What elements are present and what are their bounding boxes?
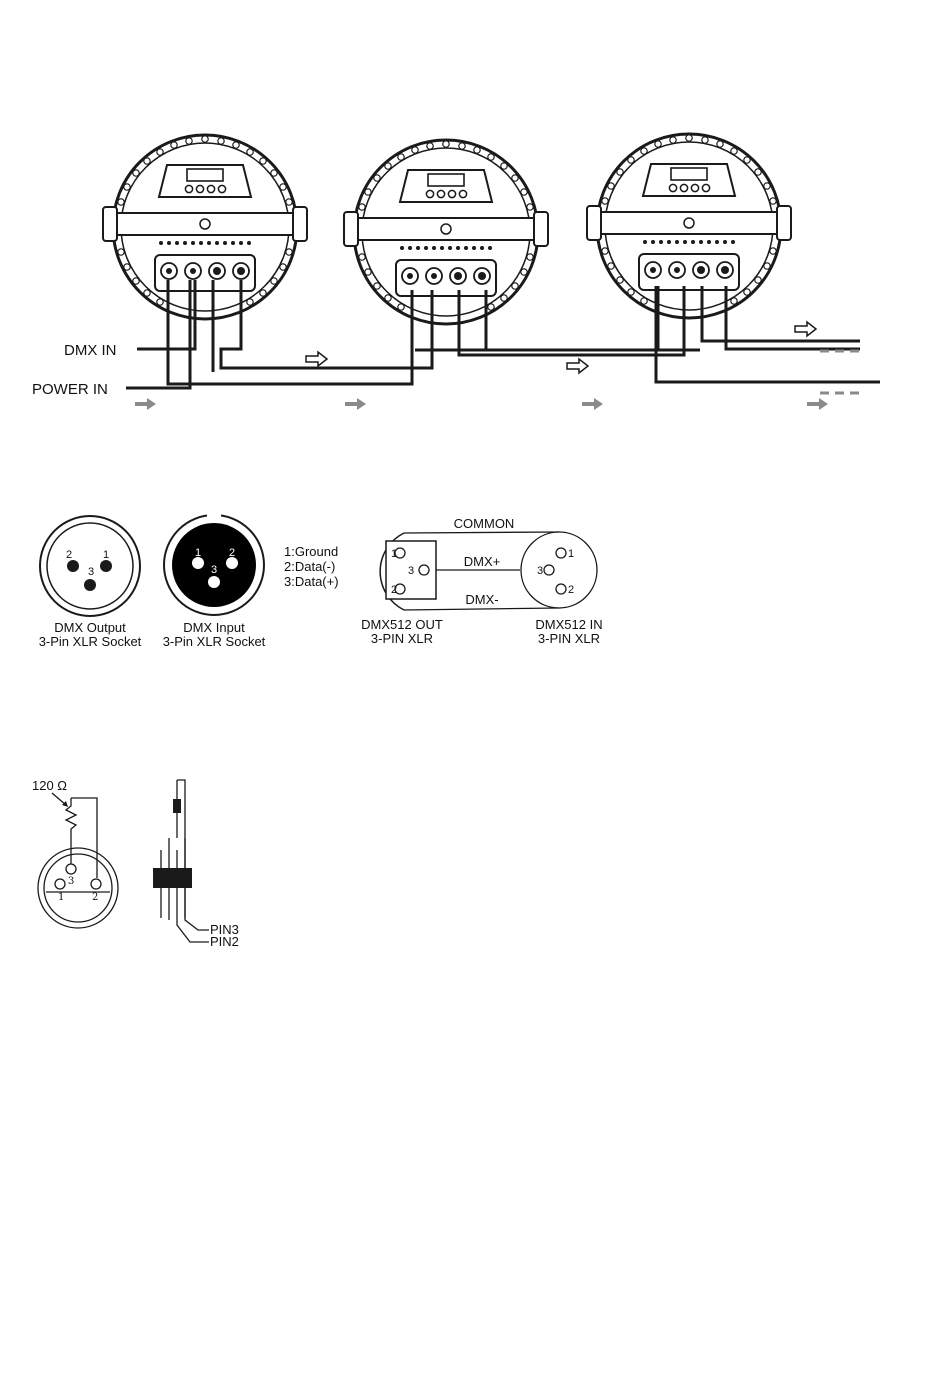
power-arrow-icon — [582, 398, 603, 410]
power-in-label: POWER IN — [32, 381, 108, 398]
pin3-label: PIN3 — [210, 922, 239, 937]
common-label: COMMON — [453, 516, 515, 531]
dmx-minus-label: DMX- — [465, 592, 499, 607]
signal-arrow-icon — [567, 359, 588, 373]
dmx-output-title: DMX Output — [54, 620, 126, 635]
dmx-plus-label: DMX+ — [463, 554, 501, 569]
pin-label: 2 — [391, 584, 398, 596]
pin-label: 2 — [92, 892, 99, 903]
pin-legend-ground: 1:Ground — [284, 544, 339, 559]
pin-label: 2 — [568, 584, 575, 596]
pin-label: 1 — [568, 548, 575, 560]
dmx-output-subtitle: 3-Pin XLR Socket — [38, 634, 142, 649]
pin-label: 2 — [228, 547, 236, 559]
pin-label: 3 — [537, 565, 544, 577]
terminator-plug — [32, 778, 118, 928]
dmx-input-subtitle: 3-Pin XLR Socket — [162, 634, 266, 649]
dmx512-in-subtitle: 3-PIN XLR — [537, 631, 601, 646]
dmx512-in-title: DMX512 IN — [535, 617, 603, 632]
dmx-input-socket — [164, 514, 264, 615]
pin-label: 3 — [68, 876, 75, 887]
resistor-label: 120 Ω — [32, 778, 68, 793]
pin-label: 1 — [58, 892, 65, 903]
power-arrow-icon — [135, 398, 156, 410]
fixture-1 — [103, 135, 307, 319]
dmx512-out-subtitle: 3-PIN XLR — [370, 631, 434, 646]
fixture-3 — [587, 134, 791, 318]
pin-label: 2 — [65, 549, 73, 561]
power-arrow-icon — [807, 398, 828, 410]
power-arrow-icon — [345, 398, 366, 410]
dmx512-out-title: DMX512 OUT — [361, 617, 443, 632]
pin-label: 1 — [102, 549, 110, 561]
pin-label: 3 — [87, 566, 95, 578]
pin2-label: PIN2 — [210, 934, 239, 949]
pin-label: 1 — [194, 547, 202, 559]
pin-legend-data-plus: 3:Data(+) — [284, 574, 339, 589]
signal-arrow-icon — [795, 322, 816, 336]
pin-label: 3 — [408, 565, 415, 577]
pin-label: 3 — [210, 564, 218, 576]
pin-label: 1 — [391, 548, 398, 560]
terminator-resistor-leads — [153, 780, 209, 942]
fixture-2 — [344, 140, 548, 324]
dmx-input-title: DMX Input — [183, 620, 245, 635]
dmx-output-socket — [40, 516, 140, 616]
signal-arrow-icon — [306, 352, 327, 366]
dmx-in-label: DMX IN — [64, 342, 117, 359]
pin-legend-data-minus: 2:Data(-) — [284, 559, 336, 574]
